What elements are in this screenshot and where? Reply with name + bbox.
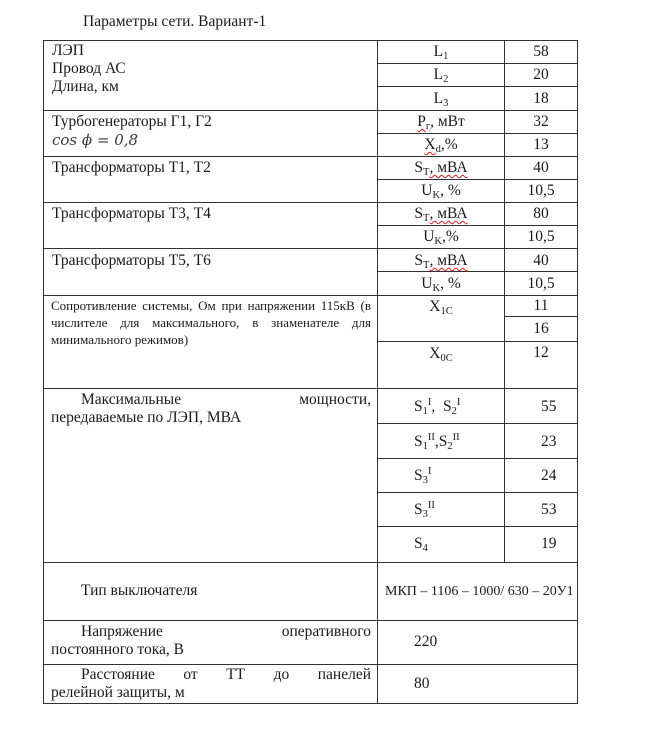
param-Pg: $P_г$, мВт (417, 113, 465, 132)
param-L1: $L_1$ (433, 43, 449, 62)
max-powers-word-1: Максимальные (81, 391, 182, 408)
transformers-t5-t6-label: Трансформаторы Т5, Т6 (52, 252, 211, 269)
transformers-t3-t4-label: Трансформаторы Т3, Т4 (52, 205, 211, 222)
value-Uk-t3: 10,5 (527, 228, 555, 245)
max-powers-line-2: передаваемые по ЛЭП, МВА (51, 409, 242, 426)
length-label: Длина, км (52, 78, 119, 95)
param-Uk-t3: $U_K,\%$ (423, 228, 459, 247)
param-X1C: $X_{1C}$ (429, 298, 453, 317)
ct-distance-label (51, 666, 371, 702)
ct-distance-word-1: Расстояние (81, 666, 155, 683)
ct-distance-word-3: ТТ (226, 666, 246, 683)
value-S1II-S2II: 23 (541, 433, 557, 450)
dc-voltage-label (51, 623, 371, 659)
param-S3I: $S_3^I$ (414, 466, 432, 486)
value-L1: 58 (533, 43, 549, 60)
generators-label (44, 113, 377, 149)
value-Uk-t1: 10,5 (527, 182, 555, 199)
transformers-t1-t2-label: Трансформаторы Т1, Т2 (52, 159, 211, 176)
max-powers-word-2: мощности, (299, 391, 371, 408)
value-L3: 18 (533, 90, 549, 107)
ct-distance-word-5: панелей (317, 666, 371, 683)
param-S4: $S_4$ (414, 535, 428, 554)
value-St-t5: 40 (533, 252, 549, 269)
param-Uk-t5: $U_K$, % (421, 275, 461, 294)
param-X0C: $X_{0C}$ (429, 345, 453, 364)
value-St-t1: 40 (533, 159, 549, 176)
param-Uk-t1: $U_K$, % (421, 182, 461, 201)
param-S1I-S2I: $S_1^I$, $S_2^I$ (414, 397, 461, 417)
system-resistance-label: Сопротивление системы, Ом при напряжении 115кВ (в числителе для максимального, в знаменателе для минимального режимов) (51, 298, 371, 347)
value-Pg: 32 (533, 113, 549, 130)
page-title: Параметры сети. Вариант-1 (83, 13, 267, 30)
line-label: ЛЭП (52, 42, 84, 59)
generators-title: Турбогенераторы Г1, Г2 (52, 113, 212, 130)
value-S3I: 24 (541, 467, 557, 484)
value-Xd: 13 (533, 136, 549, 153)
param-St-t3: $S_T$, мВА (414, 205, 468, 224)
ct-distance-word-2: от (183, 666, 198, 683)
value-S4: 19 (541, 535, 557, 552)
dc-voltage-word-2: оперативного (281, 623, 371, 640)
value-X0C: 12 (533, 344, 549, 361)
ct-distance-word-4: до (273, 666, 290, 683)
value-St-t3: 80 (533, 205, 549, 222)
cos-phi-formula: cos ϕ = 0,8 (52, 131, 139, 149)
breaker-type-label: Тип выключателя (81, 582, 198, 599)
dc-voltage-value: 220 (414, 633, 438, 650)
max-powers-label (51, 391, 371, 427)
param-L3: $L_3$ (433, 90, 449, 109)
dc-voltage-word-1: Напряжение (81, 623, 163, 640)
ct-distance-value: 80 (414, 675, 430, 692)
value-Uk-t5: 10,5 (527, 275, 555, 292)
value-X1C-min: 16 (533, 320, 549, 337)
value-L2: 20 (533, 66, 549, 83)
value-S3II: 53 (541, 501, 557, 518)
param-St-t5: $S_T$, мВА (414, 252, 468, 271)
line-group-label (44, 42, 377, 96)
param-Xd: $X_d,\%$ (424, 136, 458, 155)
dc-voltage-line-2: постоянного тока, В (51, 641, 184, 658)
value-S1I-S2I: 55 (541, 398, 557, 415)
param-S3II: $S_3^{II}$ (414, 500, 435, 520)
value-X1C-max: 11 (533, 297, 549, 314)
param-L2: $L_2$ (433, 66, 449, 85)
param-S1II-S2II: $S_1^{II},S_2^{II}$ (414, 432, 460, 452)
breaker-type-value: МКП – 1106 – 1000/ 630 – 20У1 (385, 584, 574, 599)
ct-distance-line-2: релейной защиты, м (51, 684, 185, 701)
wire-label: Провод АС (52, 60, 126, 77)
param-St-t1: $S_T$, мВА (414, 159, 468, 178)
